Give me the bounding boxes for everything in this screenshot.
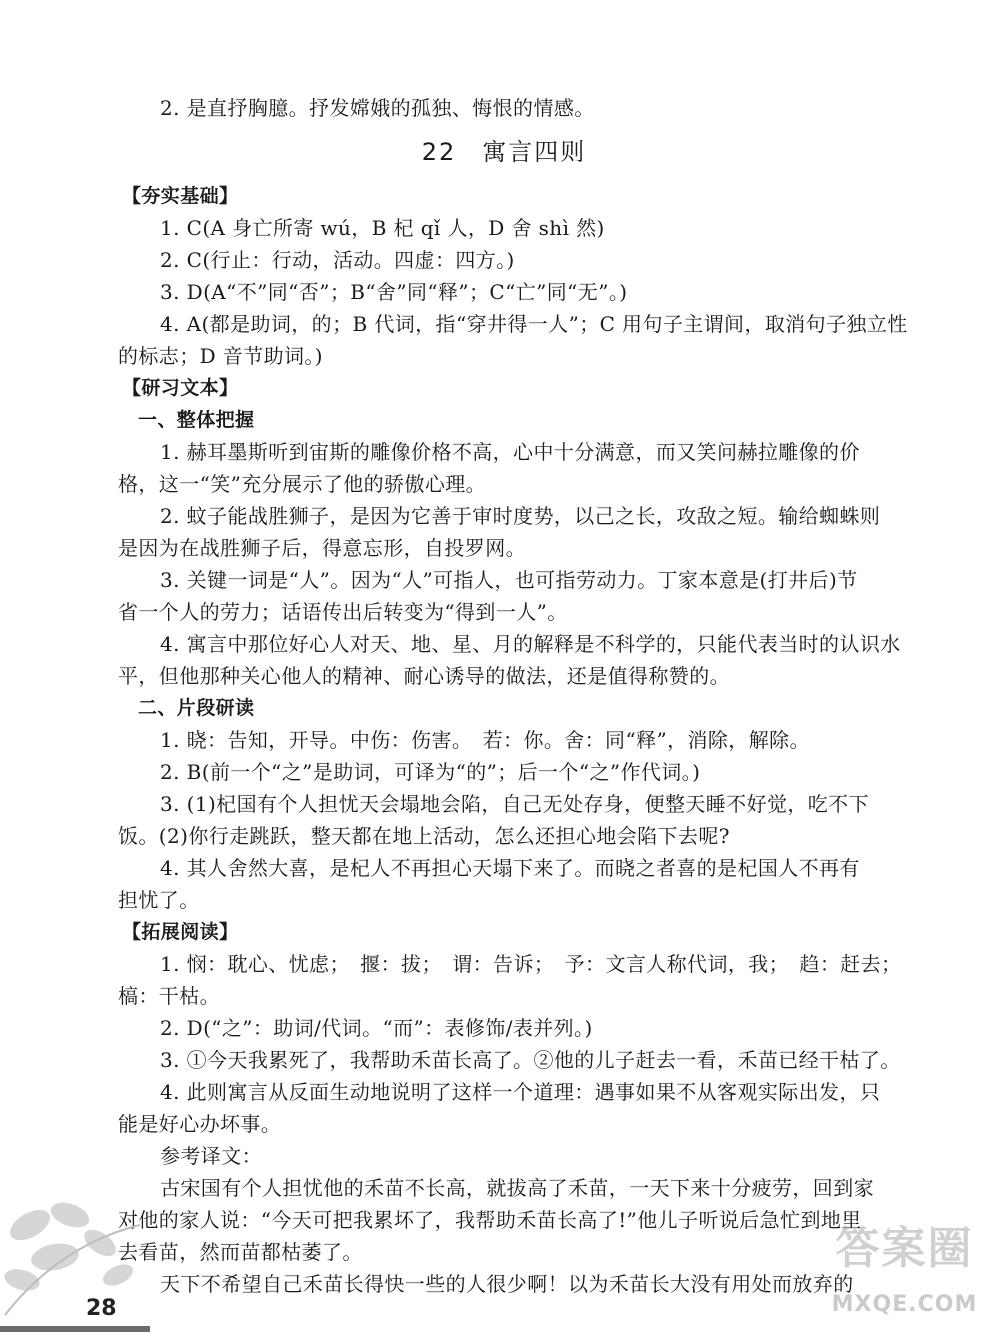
extended-line-1: 1. 悯：耽心、忧虑； 揠：拔； 谓：告诉； 予：文言人称代词，我； 趋：赶去；	[160, 952, 902, 976]
extended-line-4: 3. ①今天我累死了，我帮助禾苗长高了。②他的儿子赶去一看，禾苗已经干枯了。	[160, 1048, 901, 1072]
passage-line-5: 4. 其人舍然大喜，是杞人不再担心天塌下来了。而晓之者喜的是杞国人不再有	[160, 856, 860, 880]
overall-line-1: 1. 赫耳墨斯听到宙斯的雕像价格不高，心中十分满意，而又笑问赫拉雕像的价	[160, 440, 860, 464]
extended-line-2: 槁：干枯。	[118, 984, 220, 1008]
passage-line-6: 担忧了。	[118, 888, 200, 912]
section-heading-extended: 【拓展阅读】	[122, 921, 239, 943]
passage-line-3: 3. (1)杞国有个人担忧天会塌地会陷，自己无处存身，便整天睡不好觉，吃不下	[160, 792, 869, 816]
section-heading-basics: 【夯实基础】	[122, 185, 239, 207]
extended-line-10: 去看苗，然而苗都枯萎了。	[118, 1240, 363, 1264]
basics-line-5: 的标志；D 音节助词。)	[118, 344, 323, 368]
basics-line-3: 3. D(A“不”同“否”；B“舍”同“释”；C“亡”同“无”。)	[160, 280, 628, 304]
extended-line-8: 古宋国有个人担忧他的禾苗不长高，就拔高了禾苗，一天下来十分疲劳，回到家	[160, 1176, 874, 1200]
overall-line-7: 4. 寓言中那位好心人对天、地、星、月的解释是不科学的，只能代表当时的认识水	[160, 632, 901, 656]
page-number: 28	[86, 1296, 117, 1321]
subheading-overall: 一、整体把握	[138, 409, 255, 431]
overall-line-5: 3. 关键一词是“人”。因为“人”可指人，也可指劳动力。丁家本意是(打井后)节	[160, 568, 858, 592]
extended-line-5: 4. 此则寓言从反面生动地说明了这样一个道理：遇事如果不从客观实际出发，只	[160, 1080, 881, 1104]
overall-line-6: 省一个人的劳力；话语传出后转变为“得到一人”。	[118, 600, 568, 624]
basics-line-4: 4. A(都是助词，的；B 代词，指“穿井得一人”；C 用句子主谓间，取消句子独立性	[160, 312, 908, 336]
section-heading-study-text: 【研习文本】	[122, 377, 239, 399]
overall-line-4: 是因为在战胜狮子后，得意忘形，自投罗网。	[118, 536, 526, 560]
extended-line-11: 天下不希望自己禾苗长得快一些的人很少啊！以为禾苗长大没有用处而放弃的	[160, 1272, 854, 1296]
overall-line-3: 2. 蚊子能战胜狮子，是因为它善于审时度势，以己之长，攻敌之短。输给蜘蛛则	[160, 504, 881, 528]
subheading-passage: 二、片段研读	[138, 697, 255, 719]
chapter-title: 22 寓言四则	[421, 138, 587, 166]
extended-line-9: 对他的家人说：“今天可把我累坏了，我帮助禾苗长高了!”他儿子听说后急忙到地里	[118, 1208, 862, 1232]
extended-line-6: 能是好心办坏事。	[118, 1112, 282, 1136]
basics-line-1: 1. C(A 身亡所寄 wú，B 杞 qǐ 人，D 舍 shì 然)	[160, 216, 605, 240]
basics-line-2: 2. C(行止：行动，活动。四虚：四方。)	[160, 248, 515, 272]
watermark-logo-text: 答案圈	[835, 1223, 974, 1274]
overall-line-2: 格，这一“笑”充分展示了他的骄傲心理。	[118, 472, 487, 496]
extended-line-3: 2. D(“之”：助词/代词。“而”：表修饰/表并列。)	[160, 1016, 593, 1040]
leaf-decoration-icon	[0, 1185, 150, 1343]
intro-line: 2. 是直抒胸臆。抒发嫦娥的孤独、悔恨的情感。	[160, 96, 595, 120]
watermark-url: MXQE.COM	[831, 1292, 978, 1317]
watermark	[812, 1212, 997, 1340]
passage-line-4: 饭。(2)你行走跳跃，整天都在地上活动，怎么还担心地会陷下去呢?	[118, 824, 730, 848]
footer-bar	[0, 1326, 150, 1332]
extended-line-7: 参考译文：	[160, 1144, 262, 1168]
passage-line-1: 1. 晓：告知，开导。中伤：伤害。 若：你。舍：同“释”，消除，解除。	[160, 728, 810, 752]
passage-line-2: 2. B(前一个“之”是助词，可译为“的”；后一个“之”作代词。)	[160, 760, 701, 784]
overall-line-8: 平，但他那种关心他人的精神、耐心诱导的做法，还是值得称赞的。	[118, 664, 730, 688]
